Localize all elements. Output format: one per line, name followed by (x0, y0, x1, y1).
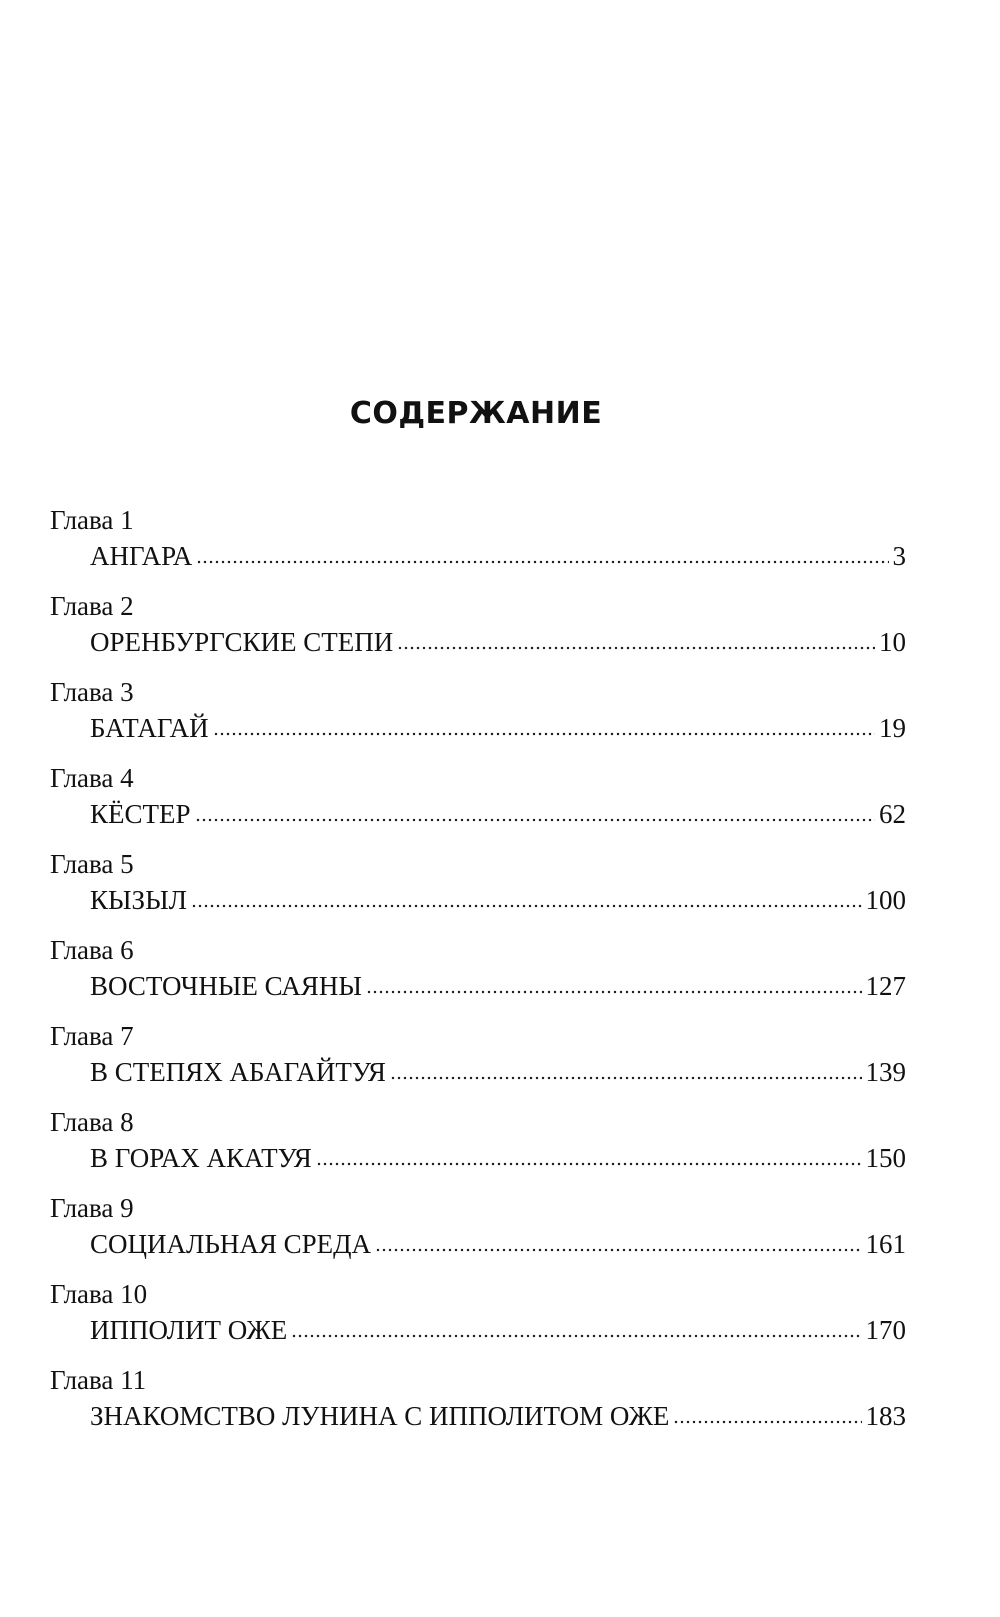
page-number: 183 (865, 1401, 906, 1431)
chapter-title: БАТАГАЙ (90, 713, 209, 743)
toc-row (50, 1054, 906, 1090)
chapter-label: Глава 1 (50, 505, 134, 535)
page-number: 100 (865, 885, 906, 915)
page-number: 170 (865, 1315, 906, 1345)
chapter-title: КЁСТЕР (90, 799, 191, 829)
dot-leader (673, 1417, 861, 1425)
toc-entry (50, 932, 906, 1018)
chapter-label: Глава 7 (50, 1021, 134, 1051)
toc-entry (50, 1018, 906, 1104)
page-number: 19 (879, 713, 906, 743)
toc-row (50, 1226, 906, 1262)
dot-leader (196, 557, 888, 565)
toc-entry (50, 1276, 906, 1362)
chapter-label: Глава 4 (50, 763, 134, 793)
toc-row (50, 1398, 906, 1434)
dot-leader (291, 1331, 861, 1339)
dot-leader (213, 729, 875, 737)
chapter-title: ВОСТОЧНЫЕ САЯНЫ (90, 971, 362, 1001)
chapter-title: АНГАРА (90, 541, 193, 571)
toc-row (50, 538, 906, 574)
dot-leader (316, 1159, 862, 1167)
chapter-title: ОРЕНБУРГСКИЕ СТЕПИ (90, 627, 394, 657)
toc-entry (50, 1362, 906, 1448)
dot-leader (390, 1073, 862, 1081)
toc-entry (50, 760, 906, 846)
page-number: 127 (865, 971, 906, 1001)
dot-leader (397, 643, 875, 651)
chapter-label: Глава 11 (50, 1365, 147, 1395)
toc-entry (50, 674, 906, 760)
toc-entry (50, 1190, 906, 1276)
chapter-label: Глава 8 (50, 1107, 134, 1137)
toc-row (50, 882, 906, 918)
chapter-title: В СТЕПЯХ АБАГАЙТУЯ (90, 1057, 386, 1087)
chapter-label: Глава 2 (50, 591, 134, 621)
toc-row (50, 968, 906, 1004)
chapter-label: Глава 10 (50, 1279, 148, 1309)
page-number: 10 (879, 627, 906, 657)
page-number: 3 (892, 541, 906, 571)
toc-row (50, 796, 906, 832)
chapter-title: В ГОРАХ АКАТУЯ (90, 1143, 312, 1173)
chapter-title: ИППОЛИТ ОЖЕ (90, 1315, 288, 1345)
chapter-title: ЗНАКОМСТВО ЛУНИНА С ИППОЛИТОМ ОЖЕ (90, 1401, 670, 1431)
chapter-label: Глава 3 (50, 677, 134, 707)
dot-leader (366, 987, 862, 995)
chapter-title: СОЦИАЛЬНАЯ СРЕДА (90, 1229, 372, 1259)
chapter-label: Глава 9 (50, 1193, 134, 1223)
page-number: 62 (879, 799, 906, 829)
page-number: 139 (865, 1057, 906, 1087)
toc-entry (50, 588, 906, 674)
toc-entry (50, 846, 906, 932)
toc-row (50, 1312, 906, 1348)
dot-leader (195, 815, 875, 823)
chapter-title: КЫЗЫЛ (90, 885, 187, 915)
toc-row (50, 1140, 906, 1176)
toc-entry (50, 502, 906, 588)
chapter-label: Глава 6 (50, 935, 134, 965)
dot-leader (191, 901, 862, 909)
toc-row (50, 710, 906, 746)
chapter-label: Глава 5 (50, 849, 134, 879)
page-title: СОДЕРЖАНИЕ (349, 396, 603, 431)
dot-leader (375, 1245, 861, 1253)
toc-row (50, 624, 906, 660)
page-number: 150 (865, 1143, 906, 1173)
page-number: 161 (865, 1229, 906, 1259)
table-of-contents (50, 502, 906, 1448)
toc-entry (50, 1104, 906, 1190)
